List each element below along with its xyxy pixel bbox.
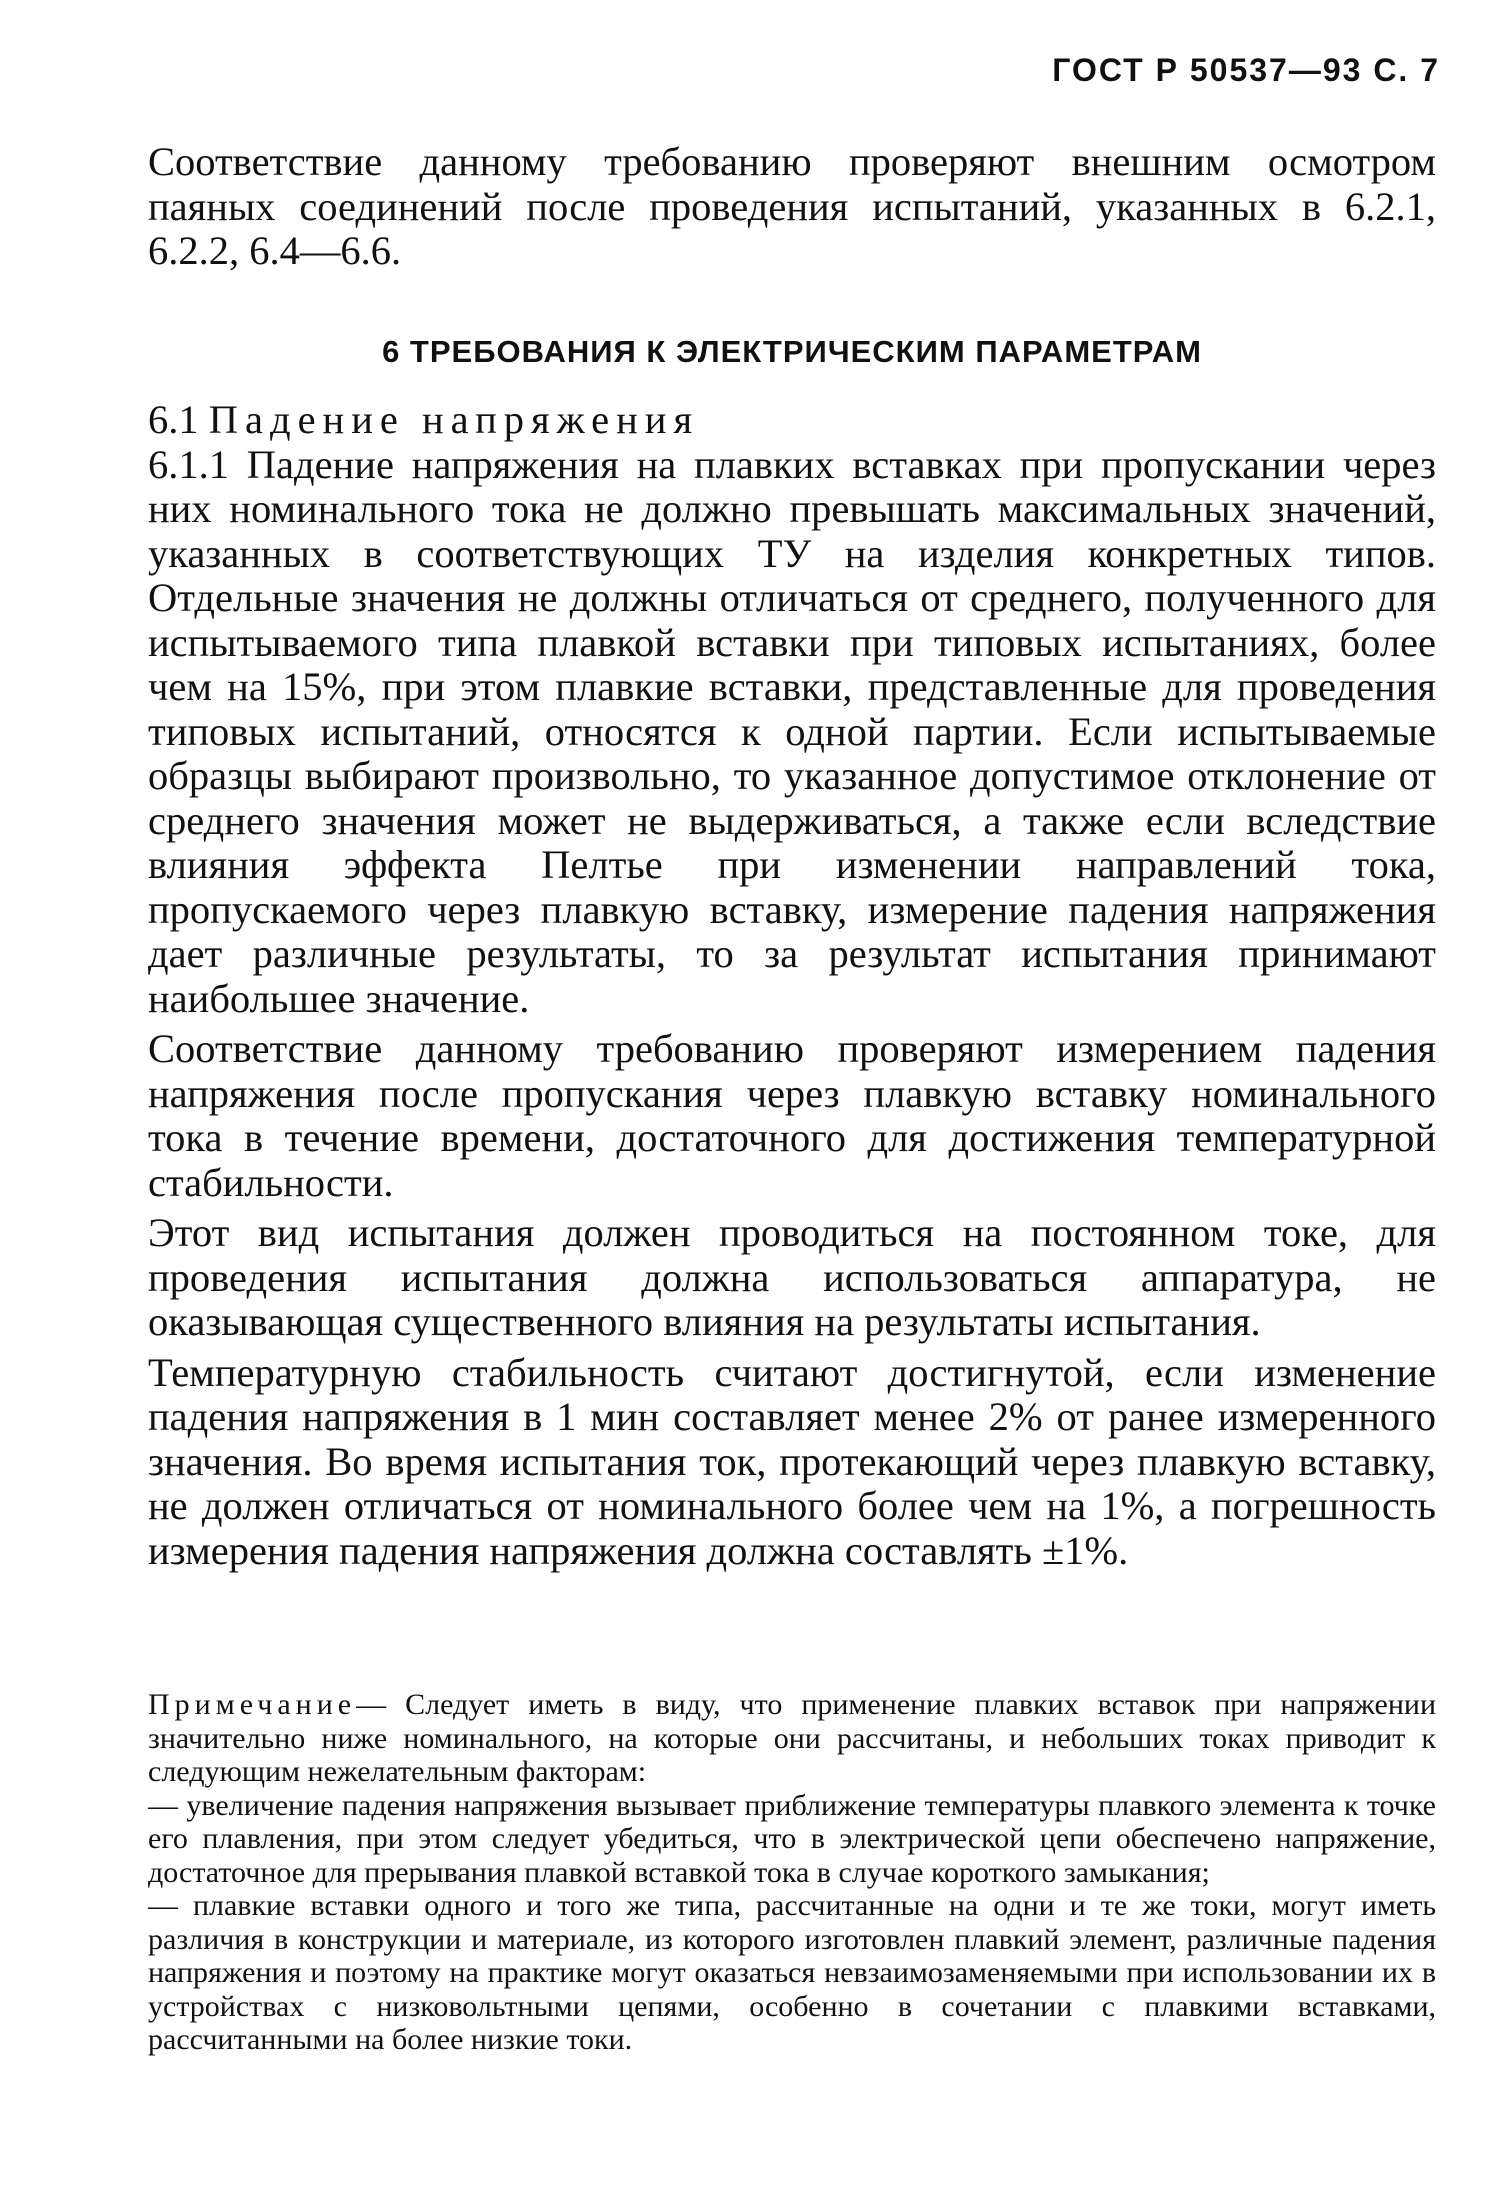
section-heading: 6 ТРЕБОВАНИЯ К ЭЛЕКТРИЧЕСКИМ ПАРАМЕТРАМ (382, 334, 1202, 369)
paragraph-check: Соответствие данному требованию проверяют измерением падения напряжения после пропускания через плавкую вставку номинального тока в течение времени, достаточного для достижения температурной стабильности. (148, 1026, 1436, 1205)
note-block (148, 1688, 1436, 2057)
paragraph-stability: Температурную стабильность считают достигнутой, если изменение падения напряжения в 1 мин составляет менее 2% от ранее измеренного значения. Во время испытания ток, протекающий через плавкую вставку, не должен отличаться от номинального более чем на 1%, а погрешность измерения падения напряжения должна составлять ±1%. (148, 1349, 1436, 1573)
section-body (148, 398, 1436, 1573)
subsection-heading (148, 398, 1436, 443)
subsection-title: Падение напряжения (208, 397, 700, 442)
running-head: ГОСТ Р 50537—93 С. 7 (1052, 52, 1440, 88)
subsection-number: 6.1 (148, 397, 199, 442)
clause-6-1-1 (148, 443, 1436, 1022)
note-intro-paragraph (148, 1688, 1436, 1789)
clause-number: 6.1.1 (148, 441, 229, 487)
intro-paragraph: Соответствие данному требованию проверяют внешним осмотром паяных соединений после проведения испытаний, указанных в 6.2.1, 6.2.2, 6.4—6.6. (148, 139, 1436, 273)
clause-text: Падение напряжения на плавких вставках при пропускании через них номинального тока не должно превышать максимальных значений, указанных в соответствующих ТУ на изделия конкретных типов. Отдельные значения не должны отличаться от среднего, полученного для испытываемого типа плавкой вставки при типовых испытаниях, более чем на 15%, при этом плавкие вставки, представленные для проведения типовых испытаний, относятся к одной партии. Если испытываемые образцы выбирают произвольно, то указанное допустимое отклонение от среднего значения может не выдерживаться, а также если вследствие влияния эффекта Пелтье при изменении направлений тока, пропускаемого через плавкую вставку, измерение падения напряжения дает различные результаты, то за результат испытания принимают наибольшее значение. (148, 441, 1437, 1021)
intro-block (148, 140, 1436, 274)
note-item-2: — плавкие вставки одного и того же типа, рассчитанные на одни и те же токи, могут иметь различия в конструкции и материале, из которого изготовлен плавкий элемент, различные падения напряжения и поэтому на практике могут оказаться невзаимозаменяемыми при использовании их в устройствах с низковольтными цепями, особенно в сочетании с плавкими вставками, рассчитанными на более низкие токи. (148, 1889, 1436, 2056)
note-item-1: — увеличение падения напряжения вызывает приближение температуры плавкого элемента к точке его плавления, при этом следует убедиться, что в электрической цепи обеспечено напряжение, достаточное для прерывания плавкой вставкой тока в случае короткого замыкания; (148, 1788, 1436, 1889)
note-intro: — Следует иметь в виду, что применение плавких вставок при напряжении значительно ниже номинального, на которые они рассчитаны, и небольших токах приводит к следующим нежелательным факторам: (148, 1688, 1436, 1788)
note-label: Примечание (148, 1688, 357, 1721)
paragraph-dc: Этот вид испытания должен проводиться на постоянном токе, для проведения испытания должна использоваться аппаратура, не оказывающая существенного влияния на результаты испытания. (148, 1210, 1436, 1344)
